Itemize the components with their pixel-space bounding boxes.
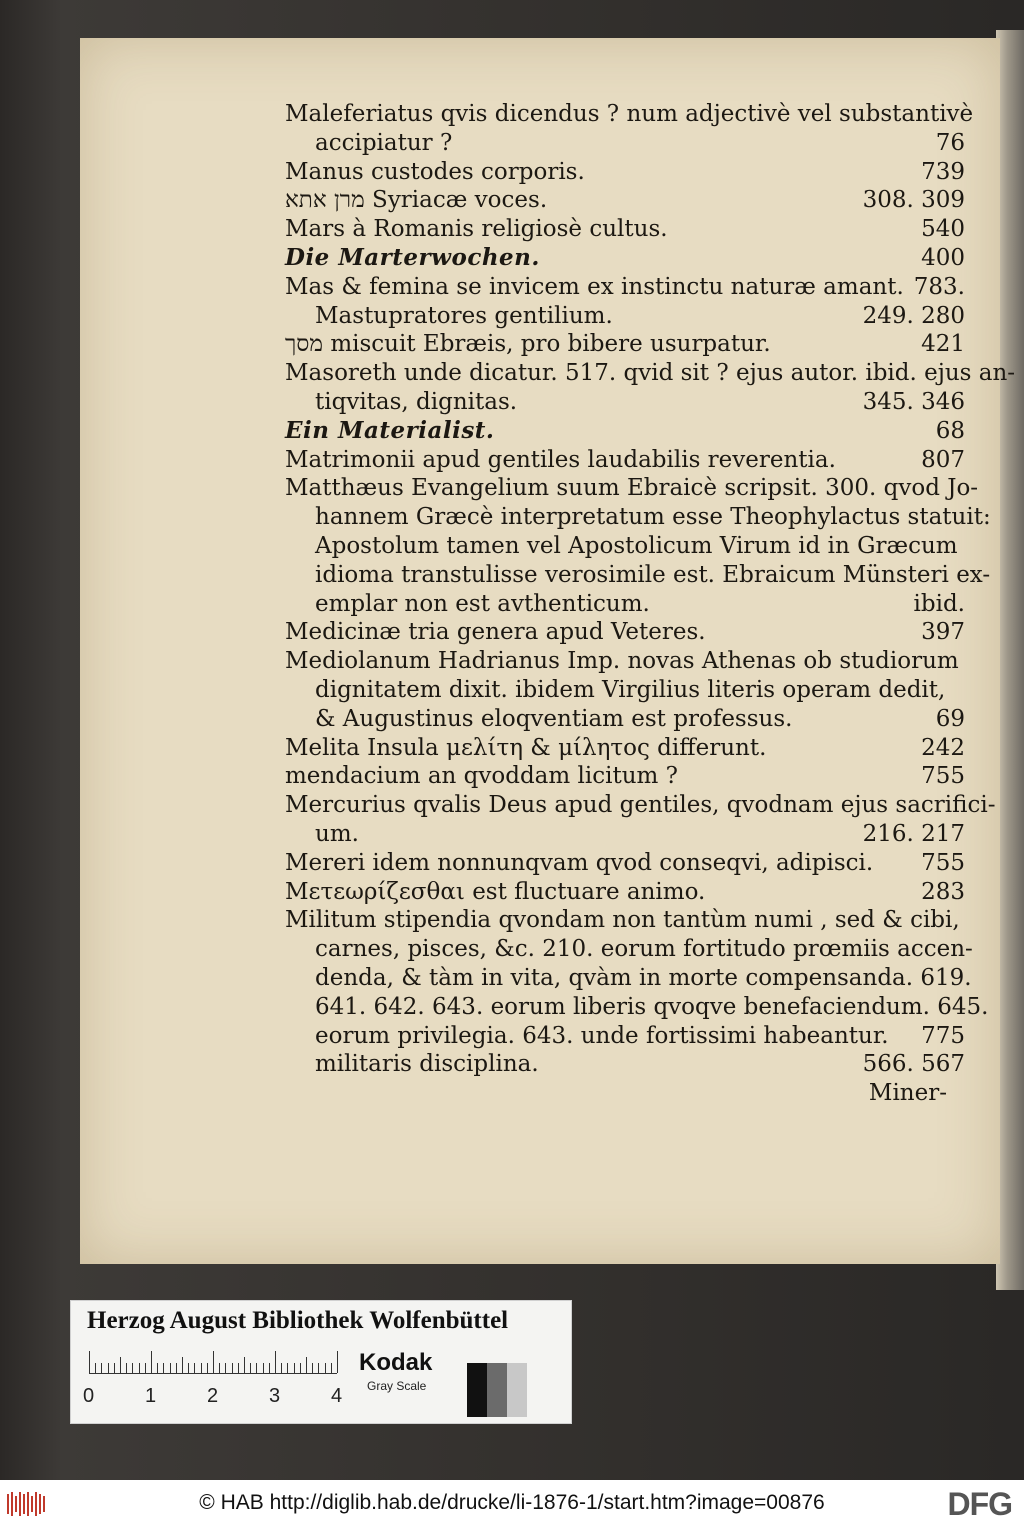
- index-text-block: [285, 100, 1016, 1108]
- entry-text: tiqvitas, dignitas.: [315, 388, 518, 415]
- index-entry: [285, 561, 991, 590]
- ruler-tick: [294, 1363, 295, 1373]
- entry-text: hannem Græcè interpretatum esse Theophylactus statuit:: [315, 504, 991, 531]
- entry-text: Masoreth unde dicatur. 517. qvid sit ? ejus autor. ibid. ejus an-: [285, 360, 1016, 387]
- ruler-tick: [95, 1363, 96, 1373]
- entry-page-ref: 755: [921, 763, 965, 790]
- entry-text: um.: [315, 820, 359, 847]
- ruler-tick: [250, 1363, 251, 1373]
- entry-page-ref: ibid.: [913, 590, 965, 617]
- entry-page-ref: 566. 567: [862, 1051, 965, 1078]
- index-entry: [285, 388, 965, 417]
- entry-text: מרן אתא Syriacæ voces.: [285, 187, 548, 214]
- entry-page-ref: 540: [921, 216, 965, 243]
- entry-text: Melita Insula μελίτη & μίλητος differunt.: [285, 734, 767, 761]
- entry-text: מסך miscuit Ebræis, pro bibere usurpatur.: [285, 331, 771, 358]
- ruler-tick: [269, 1363, 270, 1373]
- ruler-tick: [182, 1357, 183, 1373]
- index-entry: [285, 762, 965, 791]
- ruler-number: 0: [83, 1385, 95, 1407]
- index-entry: [285, 302, 965, 331]
- entry-page-ref: 397: [921, 619, 965, 646]
- index-entry: [285, 878, 965, 907]
- index-entry: [285, 1050, 965, 1079]
- ruler-tick: [157, 1363, 158, 1373]
- index-entry: [285, 993, 989, 1022]
- entry-text: Mediolanum Hadrianus Imp. novas Athenas ob studiorum: [285, 648, 959, 675]
- ruler-number: 1: [145, 1385, 157, 1407]
- index-entry: [285, 273, 965, 302]
- entry-page-ref: 283: [921, 878, 965, 905]
- entry-text: emplar non est avthenticum.: [315, 590, 650, 617]
- ruler-tick: [101, 1363, 102, 1373]
- entry-text: Ein Materialist.: [285, 416, 495, 444]
- index-entry: [285, 647, 965, 676]
- ruler-tick: [275, 1351, 276, 1373]
- ruler-tick: [201, 1363, 202, 1373]
- index-entry: [285, 129, 965, 158]
- index-entry: [285, 791, 996, 820]
- index-entry: [285, 532, 965, 561]
- index-entry: [285, 734, 965, 763]
- index-entry: [285, 244, 965, 273]
- index-entry: [285, 446, 965, 475]
- ruler-tick: [238, 1363, 239, 1373]
- ruler-tick: [325, 1363, 326, 1373]
- ruler-tick: [176, 1363, 177, 1373]
- entry-text: Manus custodes corporis.: [285, 158, 585, 185]
- ruler-tick: [145, 1363, 146, 1373]
- ruler-tick: [120, 1357, 121, 1373]
- entry-page-ref: 775: [921, 1022, 965, 1049]
- entry-page-ref: 755: [921, 849, 965, 876]
- index-entry: [285, 1022, 965, 1051]
- ruler-tick: [331, 1363, 332, 1373]
- index-entry: [285, 215, 965, 244]
- catchword-line: [285, 1079, 965, 1108]
- ruler-tick: [132, 1363, 133, 1373]
- index-entry: [285, 935, 973, 964]
- measurement-ruler: [89, 1351, 337, 1374]
- entry-text: Militum stipendia qvondam non tantùm numi , sed & cibi,: [285, 907, 960, 934]
- ruler-tick: [188, 1363, 189, 1373]
- ruler-tick: [114, 1363, 115, 1373]
- entry-page-ref: 242: [921, 734, 965, 761]
- ruler-tick: [337, 1351, 338, 1373]
- entry-text: Maleferiatus qvis dicendus ? num adjectivè vel substantivè: [285, 101, 974, 127]
- index-entry: [285, 964, 972, 993]
- ruler-tick: [256, 1363, 257, 1373]
- entry-page-ref: 421: [921, 331, 965, 358]
- index-entry: [285, 820, 965, 849]
- entry-text: denda, & tàm in vita, qvàm in morte compensanda. 619.: [315, 964, 972, 991]
- gray-scale-caption: Gray Scale: [367, 1379, 427, 1393]
- entry-text: & Augustinus eloqventiam est professus.: [315, 705, 793, 732]
- ruler-tick: [170, 1363, 171, 1373]
- index-entry: [285, 618, 965, 647]
- index-entry: [285, 100, 974, 129]
- copyright-url[interactable]: © HAB http://diglib.hab.de/drucke/li-1876-1/start.htm?image=00876: [199, 1491, 825, 1514]
- ruler-tick: [163, 1363, 164, 1373]
- entry-text: Matrimonii apud gentiles laudabilis reverentia.: [285, 446, 836, 473]
- entry-page-ref: 308. 309: [862, 187, 965, 214]
- ruler-tick: [219, 1363, 220, 1373]
- ruler-tick: [281, 1363, 282, 1373]
- ruler-tick: [139, 1363, 140, 1373]
- entry-text: Mastupratores gentilium.: [315, 302, 613, 329]
- entry-page-ref: 76: [935, 129, 965, 156]
- entry-text: Matthæus Evangelium suum Ebraicè scripsit. 300. qvod Jo-: [285, 475, 979, 502]
- index-entry: [285, 474, 979, 503]
- entry-page-ref: 783.: [913, 273, 965, 300]
- entry-text: Mars à Romanis religiosè cultus.: [285, 216, 668, 243]
- entry-text: eorum privilegia. 643. unde fortissimi habeantur.: [315, 1022, 889, 1049]
- entry-text: carnes, pisces, &c. 210. eorum fortitudo prœmiis accen-: [315, 936, 973, 963]
- gray-swatch-light: [507, 1363, 527, 1417]
- ruler-tick: [312, 1363, 313, 1373]
- ruler-tick: [225, 1363, 226, 1373]
- entry-text: Die Marterwochen.: [285, 243, 540, 271]
- entry-text: mendacium an qvoddam licitum ?: [285, 763, 678, 790]
- library-name: Herzog August Bibliothek Wolfenbüttel: [87, 1307, 509, 1334]
- entry-page-ref: 68: [935, 417, 965, 444]
- entry-page-ref: 807: [921, 446, 965, 473]
- ruler-tick: [108, 1363, 109, 1373]
- entry-text: 641. 642. 643. eorum liberis qvoqve benefaciendum. 645.: [315, 993, 989, 1020]
- entry-page-ref: 345. 346: [862, 388, 965, 415]
- ruler-tick: [287, 1363, 288, 1373]
- index-entry: [285, 417, 965, 446]
- entry-text: Μετεωρίζεσθαι est fluctuare animo.: [285, 878, 706, 905]
- index-entry: [285, 676, 965, 705]
- entry-text: Mas & femina se invicem ex instinctu naturæ amant.: [285, 273, 904, 300]
- footer-bar: [0, 1480, 1024, 1528]
- entry-page-ref: 400: [921, 244, 965, 271]
- entry-page-ref: 249. 280: [862, 302, 965, 329]
- entry-text: accipiatur ?: [315, 129, 453, 156]
- gray-swatch-mid: [487, 1363, 507, 1417]
- entry-text: militaris disciplina.: [315, 1051, 539, 1078]
- index-entry: [285, 906, 965, 935]
- ruler-number: 2: [207, 1385, 219, 1407]
- ruler-tick: [89, 1351, 90, 1373]
- ruler-tick: [151, 1351, 152, 1373]
- gray-swatch-black: [467, 1363, 487, 1417]
- catchword: Miner-: [868, 1080, 947, 1107]
- dfg-logo: DFG: [947, 1486, 1012, 1522]
- entry-text: Mereri idem nonnunqvam qvod conseqvi, adipisci.: [285, 849, 874, 876]
- entry-text: dignitatem dixit. ibidem Virgilius literis operam dedit,: [315, 676, 946, 703]
- index-entry: [285, 503, 991, 532]
- ruler-tick: [232, 1363, 233, 1373]
- entry-page-ref: 739: [921, 158, 965, 185]
- ruler-number: 3: [269, 1385, 281, 1407]
- entry-text: Medicinæ tria genera apud Veteres.: [285, 619, 706, 646]
- index-entry: [285, 590, 965, 619]
- entry-page-ref: 216. 217: [862, 820, 965, 847]
- index-entry: [285, 359, 1016, 388]
- ruler-number: 4: [331, 1385, 343, 1407]
- entry-text: Apostolum tamen vel Apostolicum Virum id in Græcum: [315, 532, 958, 559]
- entry-text: Mercurius qvalis Deus apud gentiles, qvodnam ejus sacrifici-: [285, 792, 996, 819]
- index-entry: [285, 158, 965, 187]
- page-edge: [996, 30, 1024, 1290]
- ruler-tick: [300, 1363, 301, 1373]
- index-entry: [285, 330, 965, 359]
- ruler-tick: [306, 1357, 307, 1373]
- ruler-tick: [263, 1363, 264, 1373]
- kodak-brand: Kodak: [359, 1349, 433, 1376]
- ruler-tick: [207, 1363, 208, 1373]
- ruler-tick: [318, 1363, 319, 1373]
- ruler-tick: [194, 1363, 195, 1373]
- ruler-tick: [213, 1351, 214, 1373]
- index-entry: [285, 849, 965, 878]
- ruler-tick: [244, 1357, 245, 1373]
- ruler-tick: [126, 1363, 127, 1373]
- index-entry: [285, 186, 965, 215]
- index-entry: [285, 705, 965, 734]
- entry-page-ref: 69: [935, 705, 965, 732]
- color-calibration-label: [70, 1300, 572, 1424]
- entry-text: idioma transtulisse verosimile est. Ebraicum Münsteri ex-: [315, 561, 991, 588]
